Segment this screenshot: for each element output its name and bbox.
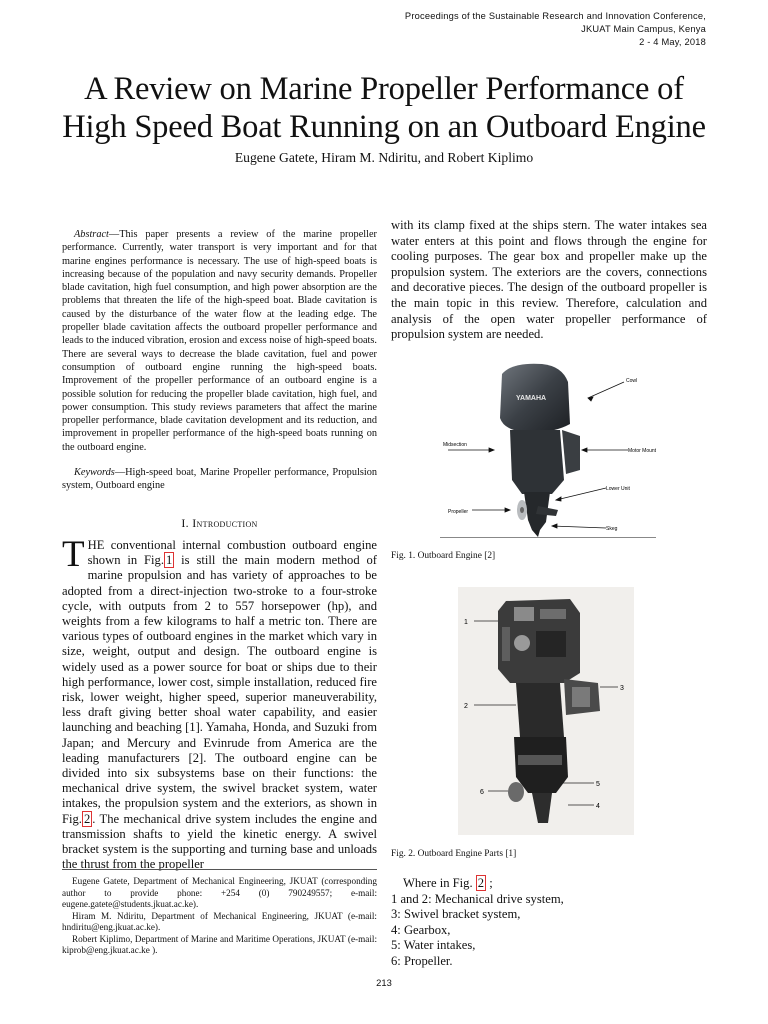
brand-text: YAMAHA	[516, 395, 547, 402]
paper-title	[0, 70, 768, 146]
fig2-label-2: 2	[464, 703, 468, 710]
title-line-1: A Review on Marine Propeller Performance of	[84, 71, 684, 107]
figure-1-rule	[440, 537, 656, 538]
legend-item: 5: Water intakes,	[391, 938, 476, 953]
conference-line-2: JKUAT Main Campus, Kenya	[581, 24, 706, 34]
section-heading	[62, 516, 377, 531]
fig2-label-1: 1	[464, 619, 468, 626]
fig2-label-4: 4	[596, 803, 600, 810]
intro-part-3: . The mechanical drive system includes the engine and transmission shafts to yield the kinetic energy. A swivel bracket system is the supporting and turning base and unloads the thrust from the propeller	[62, 811, 377, 872]
legend-item: 4: Gearbox,	[391, 922, 451, 937]
figure-2-engine-parts	[458, 587, 634, 835]
fig2-label-3: 3	[620, 685, 624, 692]
abstract-label: Abstract	[74, 229, 109, 240]
introduction-text	[62, 534, 378, 872]
author-list: Eugene Gatete, Hiram M. Ndiritu, and Robert Kiplimo	[234, 150, 534, 165]
figure-2-caption: Fig. 2. Outboard Engine Parts [1]	[391, 849, 517, 859]
legend-item: 6: Propeller.	[391, 953, 453, 968]
label-skeg: Skeg	[606, 526, 618, 532]
conference-line-1: Proceedings of the Sustainable Research and Innovation Conference,	[404, 11, 706, 21]
legend-item: 3: Swivel bracket system,	[391, 907, 521, 922]
fig2-reference-link[interactable]: 2	[83, 811, 91, 826]
figure-2-legend	[391, 876, 564, 970]
keywords	[62, 466, 377, 493]
where-suffix: ;	[486, 876, 493, 890]
page-number: 213	[376, 977, 392, 988]
footnotes	[62, 876, 377, 957]
title-line-2: High Speed Boat Running on an Outboard Engine	[62, 109, 706, 145]
intro-part-2: is still the main modern method of marine propulsion and has variety of approaches to be adopted from a direct-injection two-stroke to a four-stroke cycle, with outputs from 2 to 557 horsepower (hp), and weights from a few kilograms to half a metric ton. There are various types of outboard engines in the market which vary in size, weight, output and design. The outboard engine is widely used as a power source for boat or ships due to their high performance, lower cost, simple installation, reduced fire risk, lower weight, higher speed, superior maneuverability, less draft giving better shoal water capability, and easier launching and beaching [1]. Yamaha, Honda, and Suzuki from Japan; and Mercury and Evinrude from America are the leading manufacturers [2]. The outboard engine can be divided into six subsystems base on their functions: the mechanical drive system, the swivel bracket system, water intakes, the propulsion system and the exteriors, as shown in Fig.	[62, 553, 378, 826]
label-midsection: Midsection	[443, 442, 467, 448]
fig2-legend-reference-link[interactable]: 2	[477, 876, 485, 890]
figure-1-caption: Fig. 1. Outboard Engine [2]	[391, 551, 496, 561]
figure-1-outboard-engine	[440, 360, 656, 538]
label-cowl: Cowl	[626, 378, 638, 384]
footnote-author-3: Robert Kiplimo, Department of Marine and Maritime Operations, JKUAT (e-mail: kiprob@eng.jkuat.ac.ke ).	[62, 933, 377, 955]
fig1-reference-link[interactable]: 1	[166, 553, 173, 568]
keywords-text: —High-speed boat, Marine Propeller performance, Propulsion system, Outboard engine	[62, 467, 377, 492]
abstract	[62, 228, 377, 454]
where-intro	[391, 876, 564, 892]
fig2-label-6: 6	[480, 789, 484, 796]
section-title: Introduction	[192, 516, 258, 530]
conference-header	[405, 10, 706, 49]
section-number: I.	[181, 516, 193, 530]
fig2-label-5: 5	[596, 781, 600, 788]
abstract-text: —This paper presents a review of the marine propeller performance. Currently, water transport is very important and for that marine engines performance is necessary. The use of high-speed boats is increasing because of the population and navy security demands. Propeller blade cavitation, high fuel consumption, and high power absorption are the problems that threaten the life of the high-speed boat. Blade cavitation is caused by the disturbance of the water flow at the leading edge. The propeller blade cavitation affects the outboard propeller performance and leads to the induced vibration, erosion and excess noise of high-speed boats. There are several ways to decrease the blade cavitation, fuel and power consumption of outboard engine running the high-speed boats. Improvement of the propeller performance of an outboard engine is a possible solution for reducing the propeller blade cavitation, high fuel, and power consumption. This study reviews parameters that affect the marine propeller performance, blade cavitation development and its reduction, and improvement in propeller performance of the high-speed boats running on the outboard engine.	[62, 229, 377, 453]
intro-part-1: HE conventional internal combustion outboard engine shown in Fig.	[87, 538, 377, 568]
footnote-author-2: Hiram M. Ndiritu, Department of Mechanical Engineering, JKUAT (e-mail: hndiritu@eng.jkuat.ac.ke).	[62, 910, 377, 932]
footnote-author-1: Eugene Gatete, Department of Mechanical Engineering, JKUAT (corresponding author to provide phone: +254 (0) 790249557; e-mail: eugene.gatete@students.jkuat.ac.ke).	[62, 876, 377, 909]
keywords-label: Keywords	[74, 467, 115, 478]
footnote-rule	[62, 869, 377, 870]
label-motor-mount: Motor Mount	[628, 448, 656, 454]
right-column-text: with its clamp fixed at the ships stern. The water intakes sea water enters at this point and flows through the engine for cooling purposes. The gear box and propeller make up the propulsion system. The exteriors are the covers, connections and decorative pieces. The design of the outboard propeller is the main topic in this review. Therefore, calculation and analysis of the open water propeller performance of propulsion system are needed.	[391, 218, 707, 342]
label-lower-unit: Lower Unit	[606, 486, 630, 492]
conference-line-3: 2 - 4 May, 2018	[639, 37, 706, 47]
where-prefix: Where in Fig.	[403, 876, 476, 890]
legend-item: 1 and 2: Mechanical drive system,	[391, 891, 564, 906]
drop-cap: T	[62, 534, 85, 575]
label-propeller: Propeller	[448, 509, 469, 515]
